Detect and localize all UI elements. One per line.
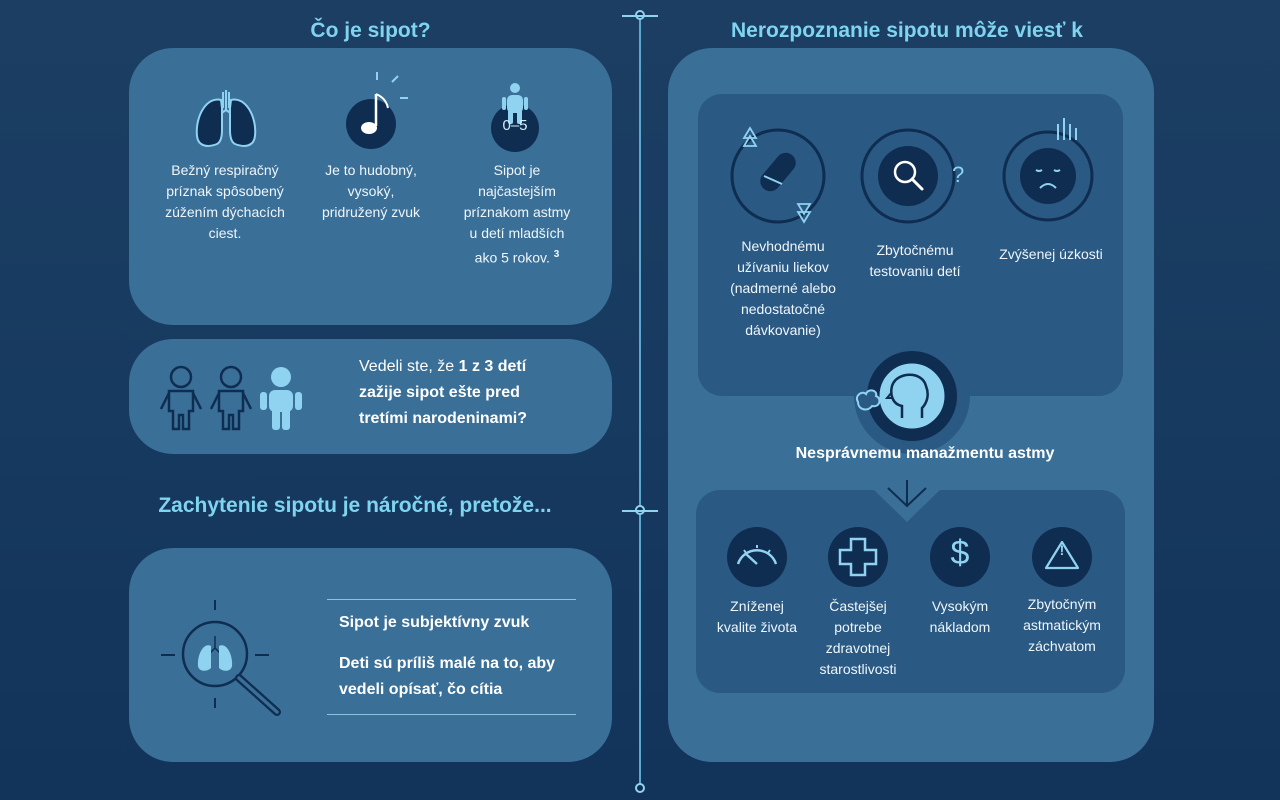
- what-is-card: [129, 48, 612, 325]
- timeline-line: [639, 16, 641, 788]
- did-you-know-text: Vedeli ste, že 1 z 3 detí zažije sipot ešte pred tretími narodeninami?: [359, 358, 528, 427]
- timeline-tick-middle: [622, 510, 658, 512]
- difficulty-heading: Zachytenie sipotu je náročné, pretože...: [158, 494, 552, 517]
- outcome-costs-text: Vysokým nákladom: [929, 598, 991, 635]
- medical-cross-icon: [827, 526, 889, 588]
- fact-musical-sound-text: Je to hudobný, vysoký, pridružený zvuk: [321, 162, 421, 220]
- dollar-glyph: $: [950, 534, 970, 572]
- reasons-divider-top: [327, 599, 576, 600]
- did-you-know-highlight: 1 z 3 detí zažije sipot ešte pred tretími narodeninami?: [359, 358, 528, 427]
- svg-text:?: ?: [952, 162, 965, 187]
- outcomes-panel: [696, 490, 1125, 693]
- pill-icon: [724, 124, 834, 230]
- lung-magnifier-icon: [161, 600, 281, 716]
- outcome-quality-text: Zníženej kvalite života: [716, 598, 798, 635]
- lungs-icon: [193, 86, 259, 152]
- timeline-dot-bottom: [635, 783, 645, 793]
- outcome-healthcare-text: Častejšej potrebe zdravotnej starostlivosti: [819, 598, 897, 677]
- sad-face-icon: [1002, 114, 1098, 222]
- reason-children-too-young: Deti sú príliš malé na to, aby vedeli opísať, čo cítia: [339, 655, 556, 698]
- what-is-heading: Čo je sipot?: [310, 19, 431, 42]
- age-range-badge: 0–5: [502, 117, 528, 134]
- footnote-superscript: 3: [553, 249, 560, 260]
- fact-common-symptom-text: Sipot je najčastejším príznakom astmy u detí mladších ako 5 rokov. $^3$: [463, 162, 571, 266]
- central-label: Nesprávnemu manažmentu astmy: [795, 445, 1055, 462]
- reasons-divider-bottom: [327, 714, 576, 715]
- reason-subjective-sound: Sipot je subjektívny zvuk: [339, 614, 530, 631]
- chevron-down-icon: [872, 488, 942, 524]
- music-note-icon: [344, 72, 414, 150]
- consequence-medication-text: Nevhodnému užívaniu liekov (nadmerné alebo nedostatočné dávkovanie): [730, 238, 836, 338]
- consequence-anxiety-text: Zvýšenej úzkosti: [999, 246, 1103, 262]
- fact-respiratory-text: Bežný respiračný príznak spôsobený zúžením dýchacích ciest.: [165, 162, 285, 241]
- gauge-icon: [726, 526, 788, 588]
- consequence-testing-text: Zbytočnému testovaniu detí: [869, 242, 961, 279]
- timeline-tick-top: [622, 15, 658, 17]
- outcome-attacks-text: Zbytočným astmatickým záchvatom: [1023, 596, 1101, 654]
- head-breath-icon: [852, 340, 972, 444]
- children-group-icon: [157, 365, 307, 431]
- did-you-know-card: [129, 339, 612, 454]
- warning-glyph: !: [1059, 542, 1065, 558]
- consequences-heading: Nerozpoznanie sipotu môže viesť k: [731, 19, 1083, 42]
- magnifier-question-icon: [860, 128, 970, 224]
